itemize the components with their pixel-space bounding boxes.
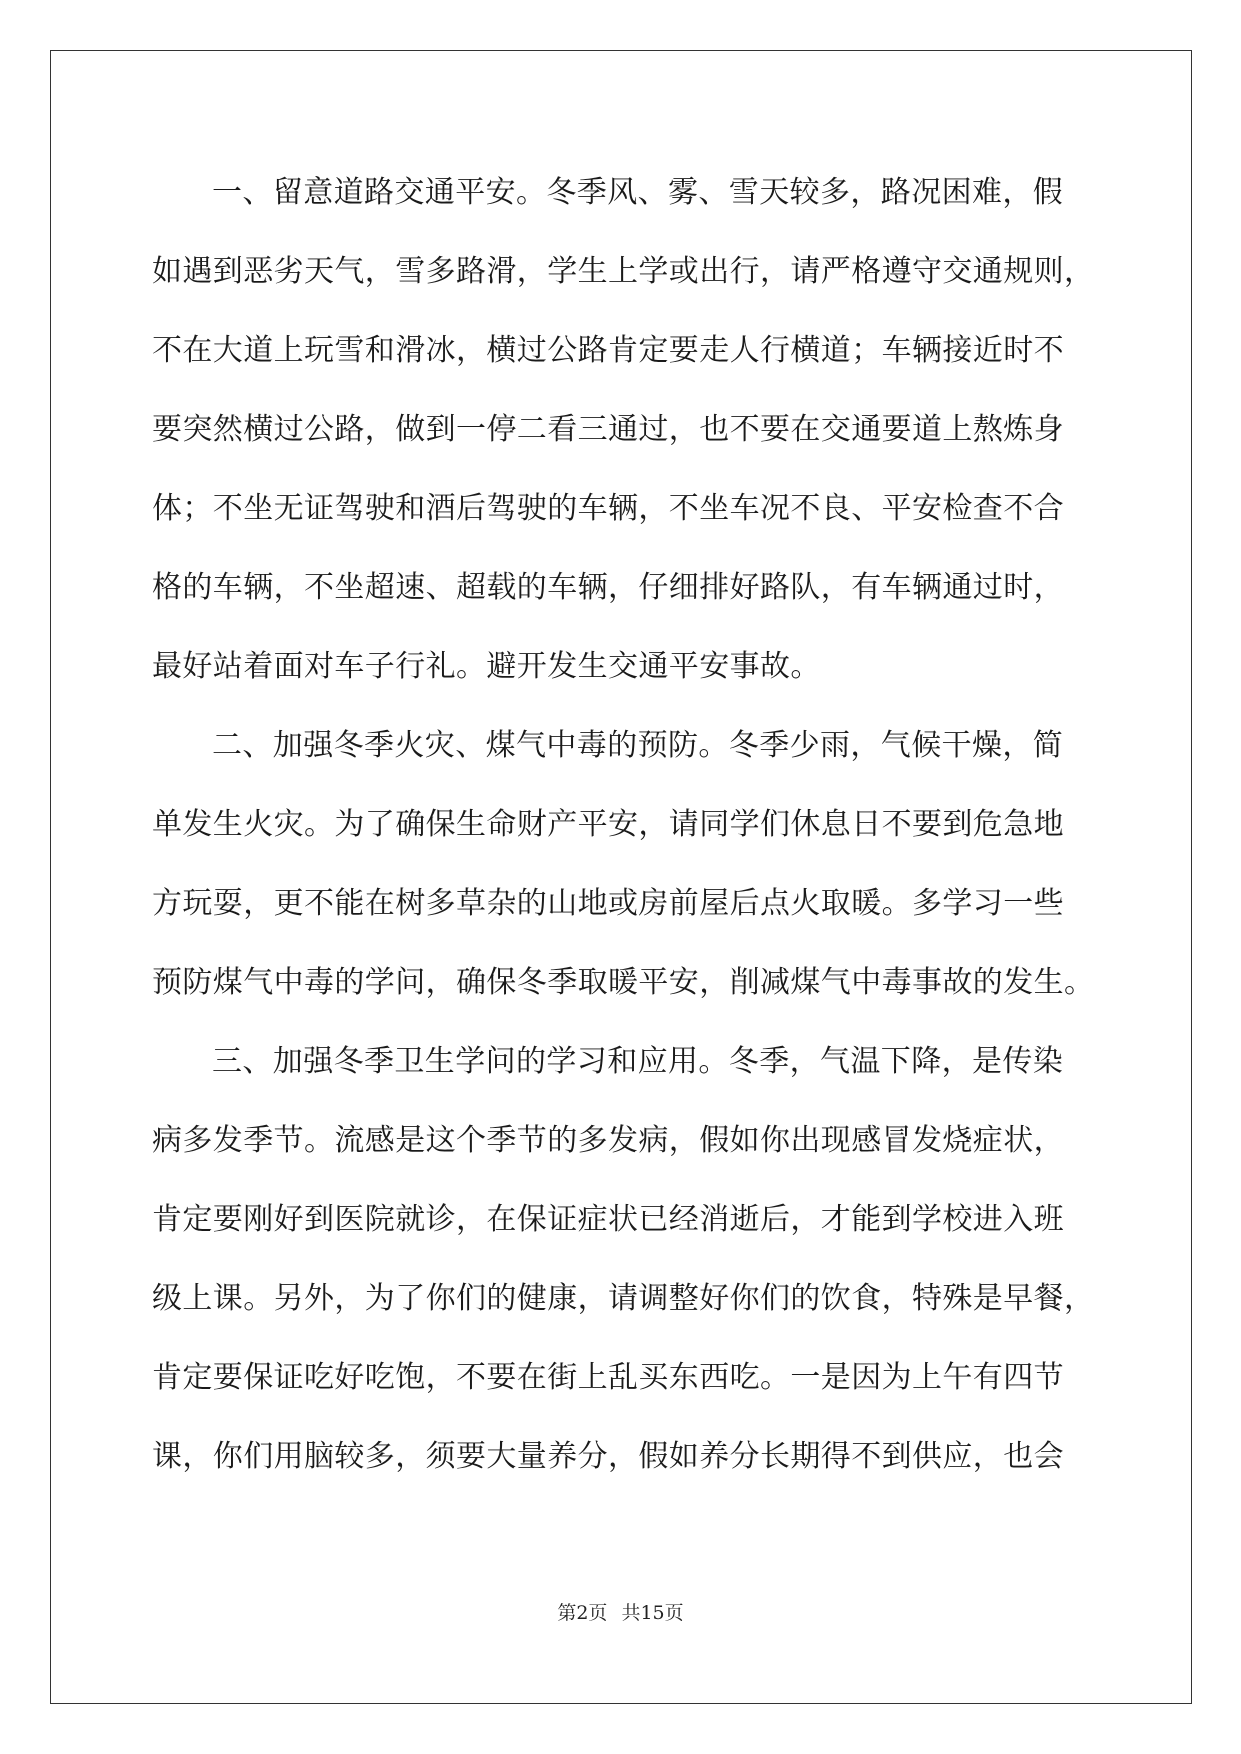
paragraph-2 — [152, 706, 1095, 1022]
page-total: 共15页 — [621, 1602, 684, 1624]
text-line: 三、加强冬季卫生学问的学习和应用。冬季，气温下降，是传染 — [212, 1044, 1064, 1079]
text-line: 单发生火灾。为了确保生命财产平安，请同学们休息日不要到危急地 — [152, 807, 1064, 842]
text-line: 病多发季节。流感是这个季节的多发病，假如你出现感冒发烧症状， — [152, 1123, 1064, 1158]
text-line: 最好站着面对车子行礼。避开发生交通平安事故。 — [152, 649, 821, 684]
text-line: 不在大道上玩雪和滑冰，横过公路肯定要走人行横道；车辆接近时不 — [152, 333, 1064, 368]
text-line: 要突然横过公路，做到一停二看三通过，也不要在交通要道上熬炼身 — [152, 412, 1064, 447]
text-line: 一、留意道路交通平安。冬季风、雾、雪天较多，路况困难，假 — [212, 175, 1064, 210]
text-line: 体；不坐无证驾驶和酒后驾驶的车辆，不坐车况不良、平安检查不合 — [152, 491, 1064, 526]
paragraph-3 — [152, 1022, 1095, 1496]
text-line: 方玩耍，更不能在树多草杂的山地或房前屋后点火取暖。多学习一些 — [152, 886, 1064, 921]
text-line: 肯定要保证吃好吃饱，不要在街上乱买东西吃。一是因为上午有四节 — [152, 1360, 1064, 1395]
text-line: 格的车辆，不坐超速、超载的车辆，仔细排好路队，有车辆通过时， — [152, 570, 1064, 605]
text-line: 级上课。另外，为了你们的健康，请调整好你们的饮食，特殊是早餐， — [152, 1281, 1095, 1316]
text-line: 如遇到恶劣天气，雪多路滑，学生上学或出行，请严格遵守交通规则， — [152, 254, 1095, 289]
text-line: 预防煤气中毒的学问，确保冬季取暖平安，削减煤气中毒事故的发生。 — [152, 965, 1095, 1000]
text-line: 课，你们用脑较多，须要大量养分，假如养分长期得不到供应，也会 — [152, 1439, 1064, 1474]
document-body — [152, 153, 1095, 1496]
text-line: 肯定要刚好到医院就诊，在保证症状已经消逝后，才能到学校进入班 — [152, 1202, 1064, 1237]
page-footer — [0, 1598, 1241, 1625]
page-number: 第2页 — [557, 1602, 608, 1624]
paragraph-1 — [152, 153, 1095, 706]
text-line: 二、加强冬季火灾、煤气中毒的预防。冬季少雨，气候干燥，简 — [212, 728, 1064, 763]
